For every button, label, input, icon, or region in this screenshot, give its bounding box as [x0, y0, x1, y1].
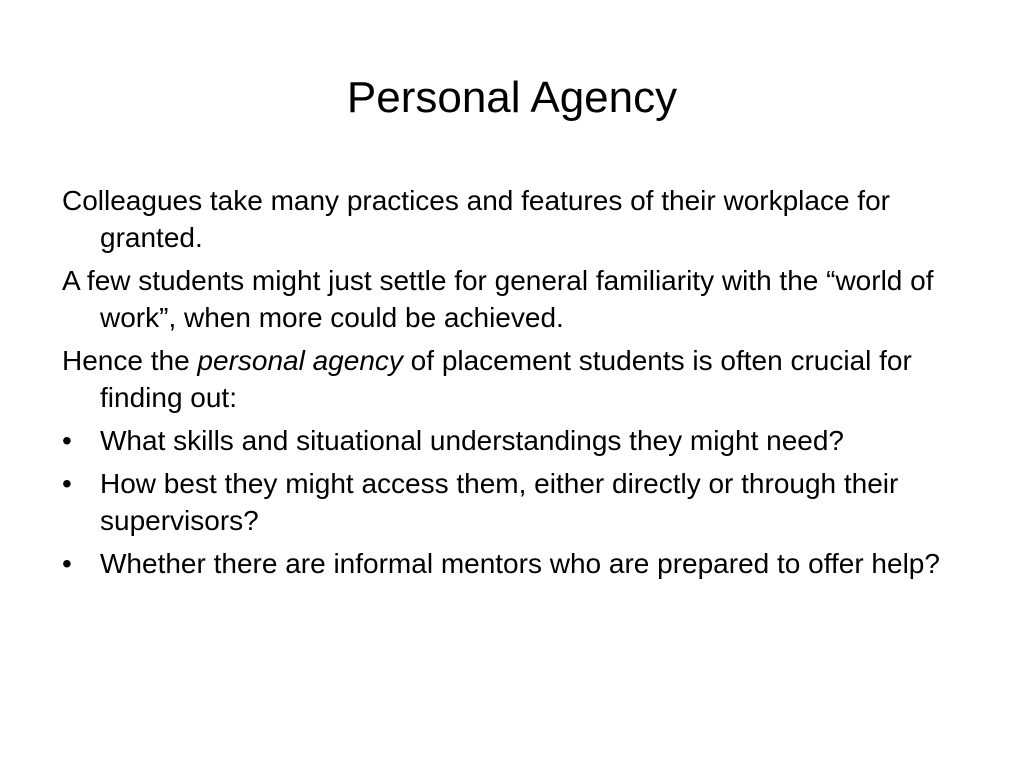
bullet-item-2 — [62, 465, 982, 539]
slide-body — [62, 182, 982, 588]
bullet-icon: • — [62, 425, 72, 456]
paragraph-3-tail: of placement students is often crucial for finding out: — [100, 345, 912, 413]
paragraph-3-lead: Hence the — [62, 345, 198, 376]
body-paragraph-2: A few students might just settle for general familiarity with the “world of work”, when more could be achieved. — [62, 265, 934, 333]
body-paragraph-3 — [62, 342, 982, 416]
bullet-text: How best they might access them, either directly or through their supervisors? — [100, 468, 899, 536]
bullet-icon: • — [62, 468, 72, 499]
bullet-text: What skills and situational understandings they might need? — [100, 425, 844, 456]
bullet-item-1 — [62, 422, 982, 459]
emphasis-personal-agency: personal agency — [197, 345, 403, 376]
bullet-item-3 — [62, 545, 982, 582]
slide-title: Personal Agency — [346, 73, 678, 122]
body-paragraph-1: Colleagues take many practices and features of their workplace for granted. — [62, 185, 890, 253]
bullet-text: Whether there are informal mentors who are prepared to offer help? — [100, 548, 940, 579]
bullet-icon: • — [62, 548, 72, 579]
